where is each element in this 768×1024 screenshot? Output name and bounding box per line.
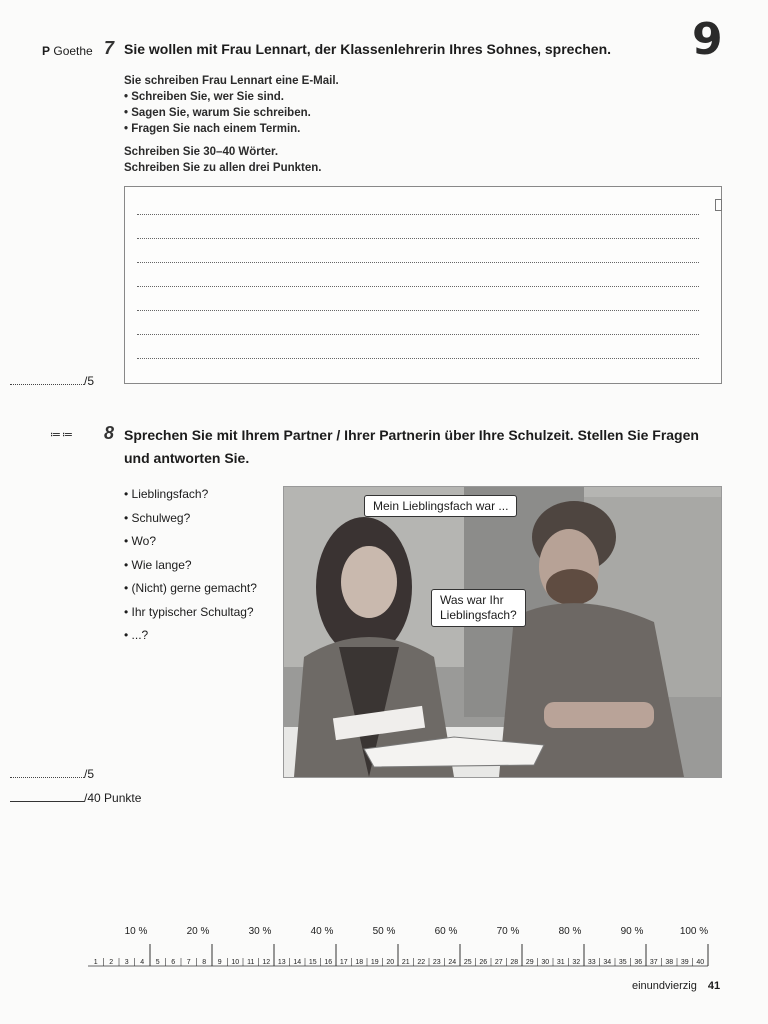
exercise-8-title-line1: Sprechen Sie mit Ihrem Partner / Ihrer Partnerin über Ihre Schulzeit. Stellen Sie Fragen xyxy=(124,427,699,443)
score-max: /5 xyxy=(84,374,95,388)
writing-line[interactable] xyxy=(137,262,699,263)
speech-bubble-line: Lieblingsfach? xyxy=(440,608,517,622)
writing-line[interactable] xyxy=(137,310,699,311)
scale-cell-number: 18 xyxy=(355,959,364,966)
scale-cell-number: 27 xyxy=(494,959,503,966)
scale-cell-number: 16 xyxy=(324,959,333,966)
total-score-label: /40 Punkte xyxy=(84,791,142,805)
scale-cell-number: 36 xyxy=(634,959,643,966)
scale-cell-number: 25 xyxy=(463,959,472,966)
scale-cell-number: 33 xyxy=(587,959,596,966)
box-mark-icon xyxy=(715,199,722,211)
exercise-7-title: Sie wollen mit Frau Lennart, der Klassenlehrerin Ihres Sohnes, sprechen. xyxy=(124,41,612,57)
scale-cell-number: 17 xyxy=(339,959,348,966)
speech-bubble-man: Mein Lieblingsfach war ... xyxy=(364,495,517,517)
exercise-7-score[interactable] xyxy=(10,374,94,388)
exercise-7-instructions xyxy=(124,73,339,137)
scale-cell-number: 7 xyxy=(186,959,191,966)
photo-two-people-talking xyxy=(283,486,722,778)
exercise-7-number: 7 xyxy=(104,38,115,58)
prompt-item: • Wo? xyxy=(124,534,156,548)
score-max: /5 xyxy=(84,767,95,781)
exercise-8-title-line2: und antworten Sie. xyxy=(124,450,250,466)
total-score[interactable] xyxy=(10,791,141,805)
chapter-number: 9 xyxy=(692,14,723,65)
scale-cell-number: 2 xyxy=(109,959,114,966)
scale-percent-label: 50 % xyxy=(372,926,396,937)
prompt-item: • Schulweg? xyxy=(124,510,191,525)
percentage-scale-graphic xyxy=(82,924,722,974)
scale-cell-number: 32 xyxy=(572,959,581,966)
scale-cell-number: 8 xyxy=(202,959,207,966)
scale-cell-number: 9 xyxy=(217,959,222,966)
scale-cell-number: 11 xyxy=(247,959,255,966)
scale-cell-number: 3 xyxy=(124,959,129,966)
score-blank[interactable] xyxy=(10,801,84,802)
score-blank[interactable] xyxy=(10,384,84,385)
scale-cell-number: 26 xyxy=(479,959,488,966)
exercise-8-score[interactable] xyxy=(10,767,94,781)
scale-cell-number: 39 xyxy=(680,959,689,966)
exercise-7-bullet: • Sagen Sie, warum Sie schreiben. xyxy=(124,107,311,119)
scale-percent-label: 30 % xyxy=(248,926,272,937)
prompt-item: • Lieblingsfach? xyxy=(124,487,209,501)
scale-cell-number: 34 xyxy=(603,959,612,966)
scale-cell-number: 14 xyxy=(293,959,302,966)
scale-cell-number: 29 xyxy=(525,959,534,966)
scale-cell-number: 40 xyxy=(696,959,705,966)
scale-cell-number: 30 xyxy=(541,959,550,966)
scale-cell-number: 21 xyxy=(401,959,410,966)
scale-percent-label: 40 % xyxy=(310,926,334,937)
scale-cell-number: 35 xyxy=(618,959,627,966)
writing-line[interactable] xyxy=(137,286,699,287)
scale-percent-label: 90 % xyxy=(620,926,644,937)
scale-cell-number: 13 xyxy=(277,959,286,966)
scale-cell-number: 38 xyxy=(665,959,674,966)
photo-illustration xyxy=(284,487,721,777)
scale-cell-number: 12 xyxy=(262,959,271,966)
speech-bubble-woman xyxy=(431,589,526,627)
scale-cell-number: 37 xyxy=(649,959,658,966)
scale-percent-label: 20 % xyxy=(186,926,210,937)
page-number: 41 xyxy=(707,980,721,992)
page-footer xyxy=(632,980,720,992)
scale-cell-number: 28 xyxy=(510,959,519,966)
scale-cell-number: 1 xyxy=(93,959,98,966)
exam-tag-prefix: P xyxy=(42,44,51,58)
scale-percent-label: 60 % xyxy=(434,926,458,937)
prompt-item: • (Nicht) gerne gemacht? xyxy=(124,581,257,595)
page-number-word: einundvierzig xyxy=(632,980,697,992)
exercise-7-bullet: • Schreiben Sie, wer Sie sind. xyxy=(124,91,284,103)
exercise-8-number: 8 xyxy=(104,423,115,443)
exam-tag xyxy=(42,44,93,58)
prompt-item: • Wie lange? xyxy=(124,557,192,572)
writing-line[interactable] xyxy=(137,214,699,215)
prompt-item: • ...? xyxy=(124,628,149,642)
speech-bubble-line: Was war Ihr xyxy=(440,593,504,607)
writing-line[interactable] xyxy=(137,334,699,335)
scale-cell-number: 4 xyxy=(140,959,145,966)
scale-cell-number: 19 xyxy=(370,959,379,966)
scale-cell-number: 10 xyxy=(231,959,240,966)
scale-cell-number: 31 xyxy=(556,959,565,966)
partner-work-icon: ≔≔ xyxy=(50,429,74,441)
scale-cell-number: 5 xyxy=(155,959,160,966)
scale-percent-label: 70 % xyxy=(496,926,520,937)
exercise-7-bullet: • Fragen Sie nach einem Termin. xyxy=(124,123,301,135)
writing-line[interactable] xyxy=(137,238,699,239)
scale-percent-label: 100 % xyxy=(679,926,709,937)
exercise-7-note: Schreiben Sie 30–40 Wörter. xyxy=(124,146,279,158)
exercise-7-note: Schreiben Sie zu allen drei Punkten. xyxy=(124,162,322,174)
prompt-item: • Ihr typischer Schultag? xyxy=(124,604,254,619)
score-blank[interactable] xyxy=(10,777,84,778)
scale-percent-label: 10 % xyxy=(124,926,148,937)
writing-line[interactable] xyxy=(137,358,699,359)
percentage-scale xyxy=(82,924,722,974)
scale-cell-number: 6 xyxy=(171,959,176,966)
exercise-7-notes xyxy=(124,144,321,176)
scale-cell-number: 15 xyxy=(308,959,317,966)
scale-cell-number: 24 xyxy=(448,959,457,966)
scale-cell-number: 23 xyxy=(432,959,441,966)
scale-cell-number: 22 xyxy=(417,959,426,966)
exercise-8-prompts xyxy=(124,483,257,648)
exam-tag-name: Goethe xyxy=(53,44,93,58)
scale-cell-number: 20 xyxy=(386,959,395,966)
writing-area[interactable] xyxy=(124,186,722,384)
exercise-7-intro: Sie schreiben Frau Lennart eine E-Mail. xyxy=(124,75,339,87)
scale-percent-label: 80 % xyxy=(558,926,582,937)
